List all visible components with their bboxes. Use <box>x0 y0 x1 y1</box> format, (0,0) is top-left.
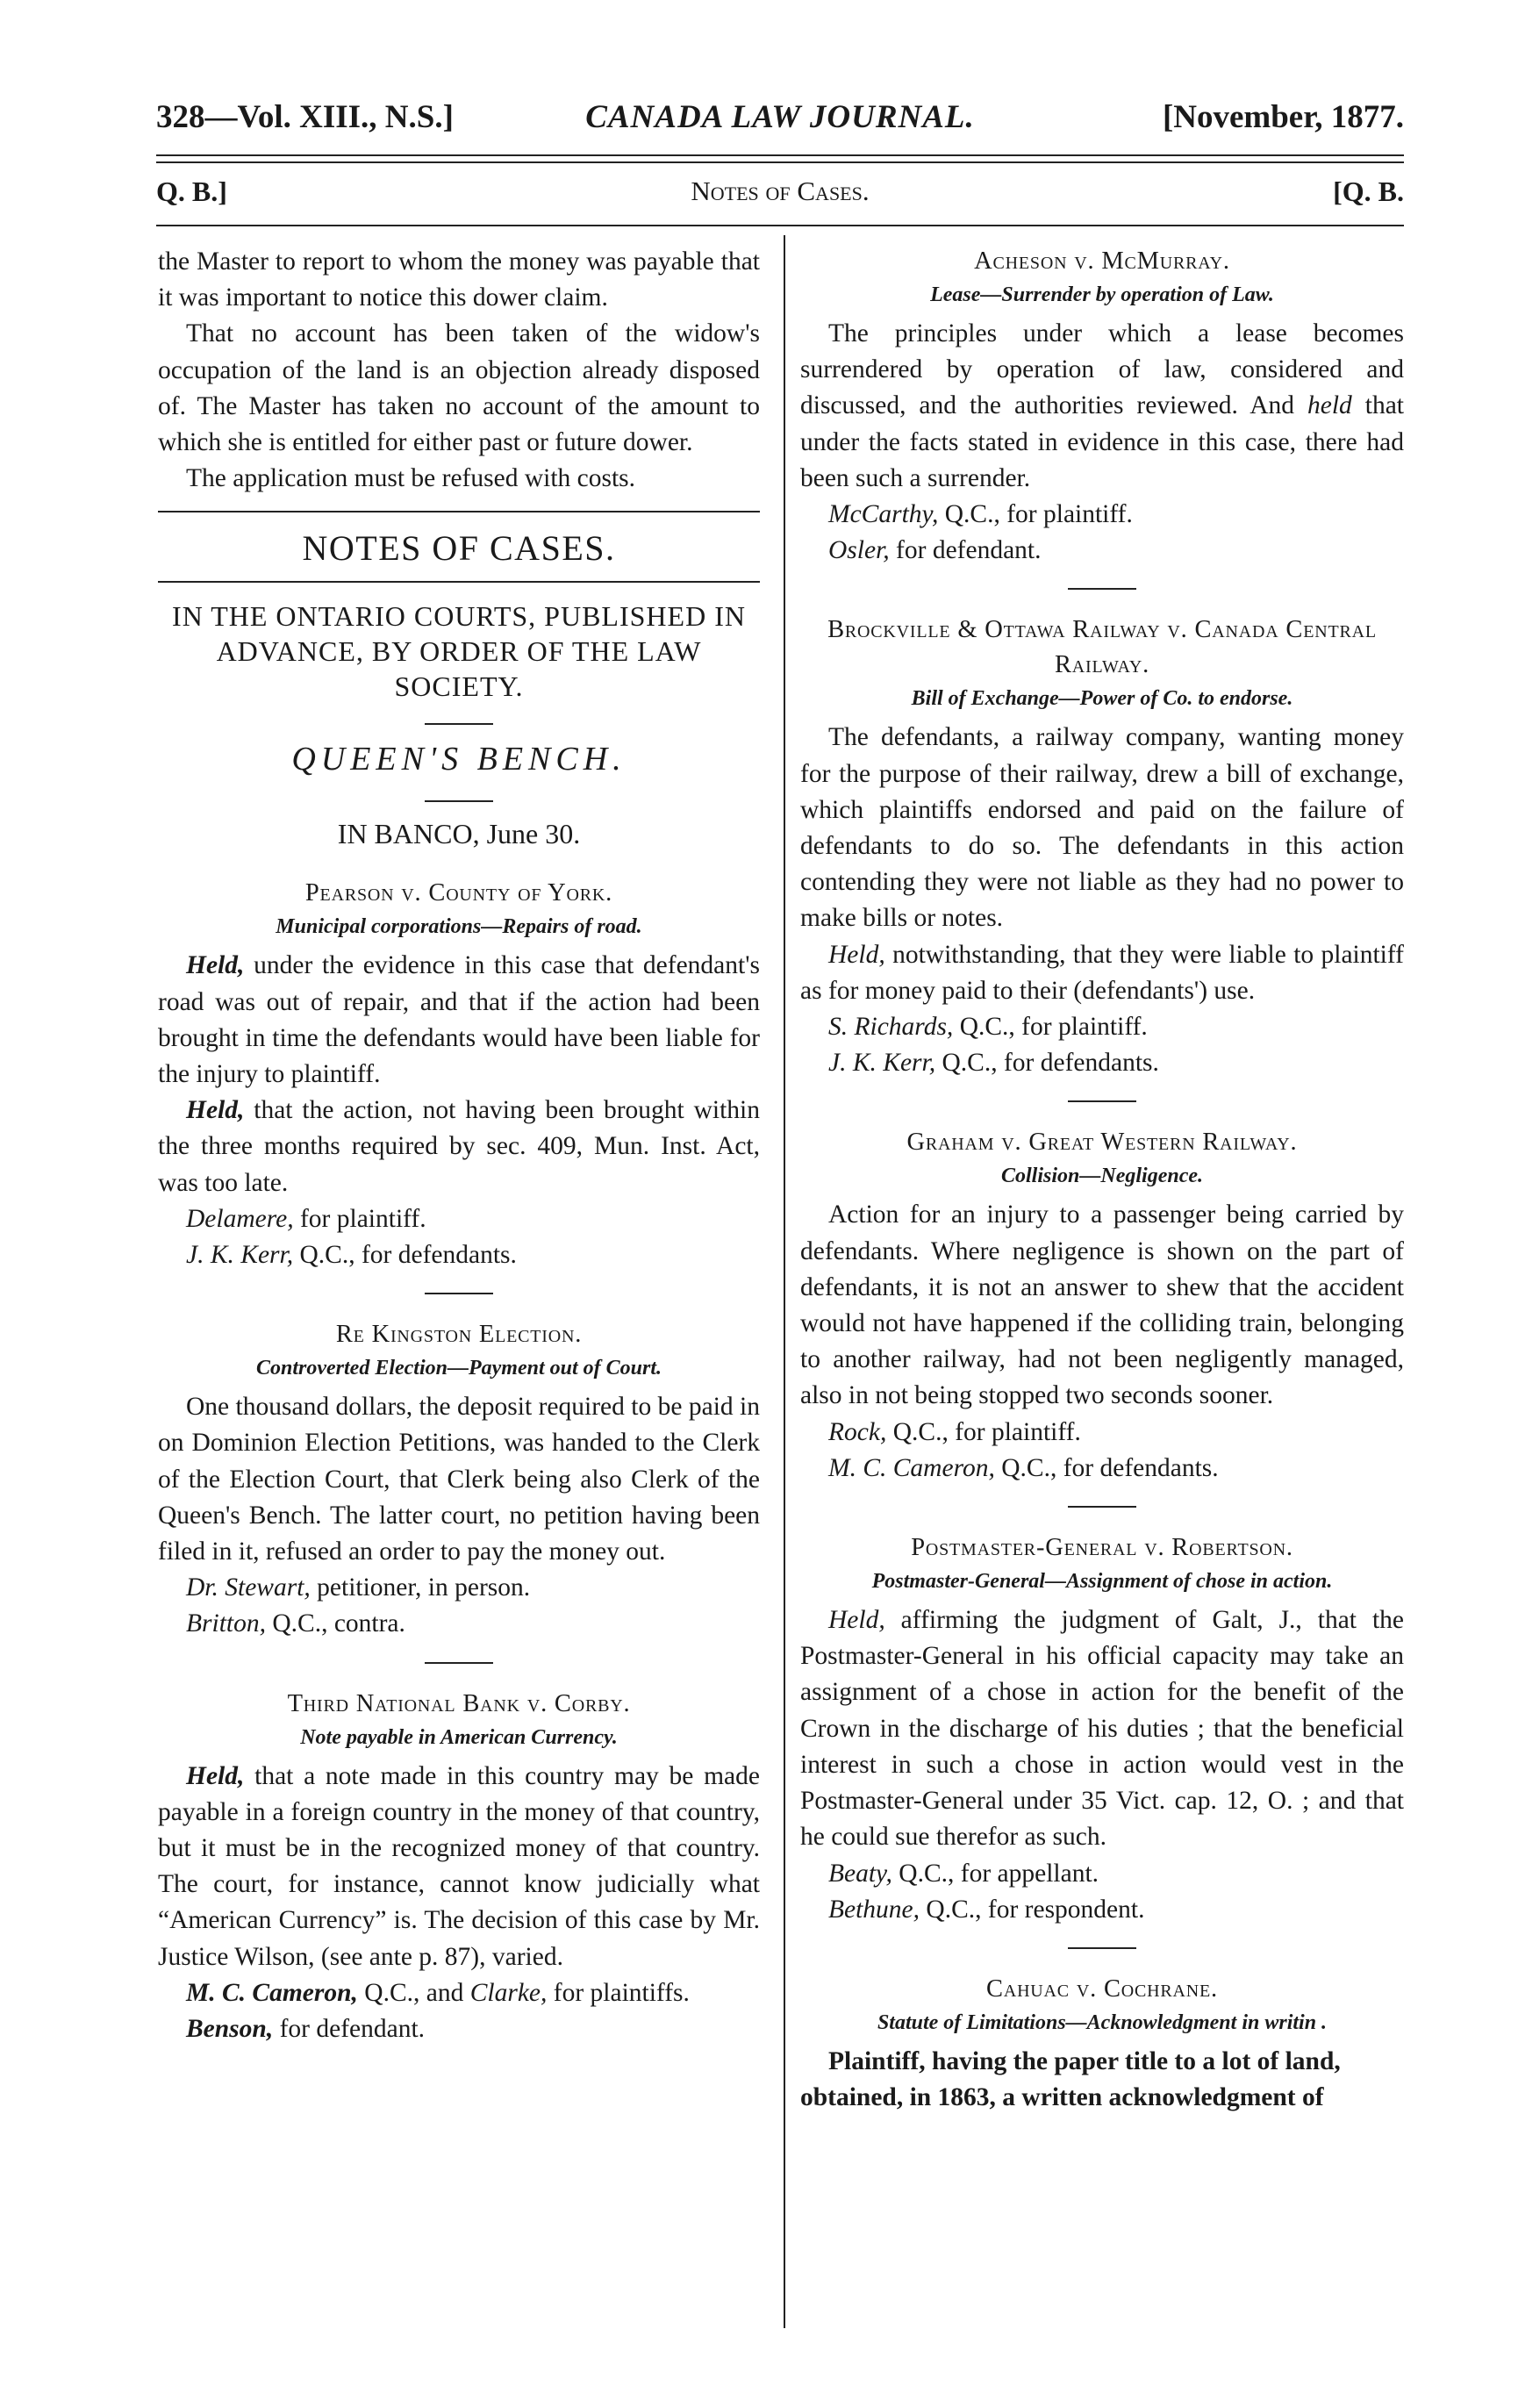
held-lead: Held, <box>186 1761 245 1790</box>
short-rule <box>1068 1100 1136 1102</box>
case-subject: Statute of Limitations—Acknowledgment in writin . <box>877 2010 1328 2034</box>
case-paragraph: Held, under the evidence in this case that defendant's road was out of repair, and that if the action had been brought in time the defendants would have been liable for the injury to plaintiff. <box>158 951 760 1089</box>
intro-paragraph-1: the Master to report to whom the money was payable that it was important to notice this dower claim. <box>158 247 760 312</box>
short-rule <box>425 1662 493 1664</box>
short-rule <box>425 723 493 725</box>
section-title: Notes of Cases. <box>691 176 870 206</box>
intro-paragraph-3: The application must be refused with costs. <box>186 464 636 493</box>
case-title: Graham v. Great Western Railway. <box>906 1129 1298 1157</box>
case-postmaster-general <box>800 1530 1404 1928</box>
case-subject: Municipal corporations—Repairs of road. <box>276 915 642 939</box>
counsel-line: McCarthy, Q.C., for plaintiff. <box>828 500 1133 529</box>
case-title: Brockville & Ottawa Railway v. Canada Central Railway. <box>827 616 1377 679</box>
case-title: Third National Bank v. Corby. <box>287 1689 631 1717</box>
case-title: Re Kingston Election. <box>335 1321 583 1349</box>
short-rule <box>425 1293 493 1294</box>
counsel-line: S. Richards, Q.C., for plaintiff. <box>828 1013 1148 1042</box>
counsel-line: Osler, for defendant. <box>828 536 1042 565</box>
short-rule <box>1068 1947 1136 1949</box>
held-lead: Held, <box>186 1096 245 1125</box>
case-paragraph: Plaintiff, having the paper title to a lot of land, obtained, in 1863, a written acknowledgment of <box>800 2046 1341 2112</box>
counsel-line: Delamere, for plaintiff. <box>186 1204 426 1233</box>
right-column <box>800 244 1404 2116</box>
held-lead: Held, <box>828 1606 885 1635</box>
counsel-line: Bethune, Q.C., for respondent. <box>828 1895 1145 1924</box>
running-header <box>156 98 1404 151</box>
case-cahuac <box>800 1972 1404 2116</box>
section-left: Q. B.] <box>156 176 227 207</box>
case-subject: Controverted Election—Payment out of Court. <box>255 1357 662 1380</box>
case-graham <box>800 1125 1404 1487</box>
header-rule-top <box>156 154 1404 156</box>
case-subject: Note payable in American Currency. <box>300 1725 618 1749</box>
case-third-national-bank <box>158 1687 760 2048</box>
case-acheson <box>800 244 1404 569</box>
counsel-line: M. C. Cameron, Q.C., for defendants. <box>828 1453 1219 1482</box>
notes-of-cases-subtitle: IN THE ONTARIO COURTS, PUBLISHED IN ADVANCE, BY ORDER OF THE LAW SOCIETY. <box>172 600 746 703</box>
case-paragraph: The defendants, a railway company, wanting money for the purpose of their railway, drew a bill of exchange, which plaintiffs endorsed and paid on the failure of defendants to do so. The defendants in this action contending they were not liable as they had no power to make bills or notes. <box>800 723 1404 933</box>
section-rule <box>156 225 1404 226</box>
section-divider <box>158 511 760 512</box>
counsel-line: J. K. Kerr, Q.C., for defendants. <box>828 1049 1159 1078</box>
counsel-line: Britton, Q.C., contra. <box>186 1609 405 1638</box>
case-title: Acheson v. McMurray. <box>974 247 1230 275</box>
counsel-line: M. C. Cameron, Q.C., and Clarke, for plaintiffs. <box>186 1978 690 2007</box>
case-paragraph: Held, notwithstanding, that they were liable to plaintiff as for money paid to their (defendants') use. <box>800 940 1404 1005</box>
case-title: Pearson v. County of York. <box>304 879 613 907</box>
counsel-line: Dr. Stewart, petitioner, in person. <box>186 1573 531 1602</box>
case-pearson <box>158 876 760 1273</box>
held-lead: Held, <box>828 940 885 969</box>
counsel-line: J. K. Kerr, Q.C., for defendants. <box>186 1241 517 1270</box>
header-volume: 328—Vol. XIII., N.S.] <box>156 99 454 135</box>
sitting-heading: IN BANCO, June 30. <box>337 818 581 850</box>
left-column <box>158 244 760 2047</box>
short-rule <box>425 800 493 802</box>
section-header <box>156 176 1404 219</box>
case-kingston-election <box>158 1317 760 1642</box>
case-paragraph: The principles under which a lease becomes surrendered by operation of law, considered and discussed, and the authorities reviewed. And held that under the facts stated in evidence in this case, there had been such a surrender. <box>800 319 1404 492</box>
held-lead: Held, <box>186 951 245 980</box>
case-paragraph: Held, affirming the judgment of Galt, J., that the Postmaster-General in his official capacity may take an assignment of a chose in action for the benefit of the Crown in the discharge of his duties ; that the beneficial interest in such a chose in action would vest in the Postmaster-General under 35 Vict. cap. 12, O. ; and that he could sue therefor as such. <box>800 1606 1404 1852</box>
notes-of-cases-title: NOTES OF CASES. <box>302 528 616 569</box>
case-paragraph: Held, that the action, not having been brought within the three months required by sec. 409, Mun. Inst. Act, was too late. <box>158 1096 760 1197</box>
case-subject: Lease—Surrender by operation of Law. <box>930 283 1274 306</box>
column-divider <box>784 235 785 2328</box>
counsel-line: Rock, Q.C., for plaintiff. <box>828 1417 1081 1446</box>
case-subject: Bill of Exchange—Power of Co. to endorse. <box>911 687 1293 711</box>
section-right: [Q. B. <box>1333 176 1404 207</box>
case-title: Cahuac v. Cochrane. <box>986 1974 1218 2003</box>
counsel-line: Benson, for defendant. <box>186 2015 426 2044</box>
header-journal-title: CANADA LAW JOURNAL. <box>585 99 975 135</box>
case-title: Postmaster-General v. Robertson. <box>911 1534 1293 1562</box>
case-subject: Postmaster-General—Assignment of chose in action. <box>871 1570 1333 1594</box>
header-date: [November, 1877. <box>1162 99 1404 135</box>
court-title: QUEEN'S BENCH. <box>291 741 627 778</box>
short-rule <box>1068 588 1136 590</box>
header-rule-bottom <box>156 161 1404 163</box>
case-brockville <box>800 613 1404 1081</box>
case-paragraph: Held, that a note made in this country may be made payable in a foreign country in the money of that country, but it must be in the recognized money of that country. The court, for instance, cannot know judicially what “American Currency” is. The decision of this case by Mr. Justice Wilson, (see ante p. 87), varied. <box>158 1761 760 1971</box>
short-rule <box>1068 1506 1136 1508</box>
intro-paragraph-2: That no account has been taken of the widow's occupation of the land is an objection already disposed of. The Master has taken no account of the amount to which she is entitled for either past or future dower. <box>158 319 760 457</box>
case-paragraph: Action for an injury to a passenger being carried by defendants. Where negligence is shown on the part of defendants, it is not an answer to shew that the accident would not have happened if the colliding train, belonging to another railway, had not been negligently managed, also in not being stopped two seconds sooner. <box>800 1200 1404 1410</box>
notes-title-rule <box>158 581 760 583</box>
case-paragraph: One thousand dollars, the deposit required to be paid in on Dominion Election Petitions, was handed to the Clerk of the Election Court, that Clerk being also Clerk of the Queen's Bench. The latter court, no petition having been filed in it, refused an order to pay the money out. <box>158 1393 760 1566</box>
case-subject: Collision—Negligence. <box>1001 1165 1203 1188</box>
counsel-line: Beaty, Q.C., for appellant. <box>828 1859 1099 1888</box>
